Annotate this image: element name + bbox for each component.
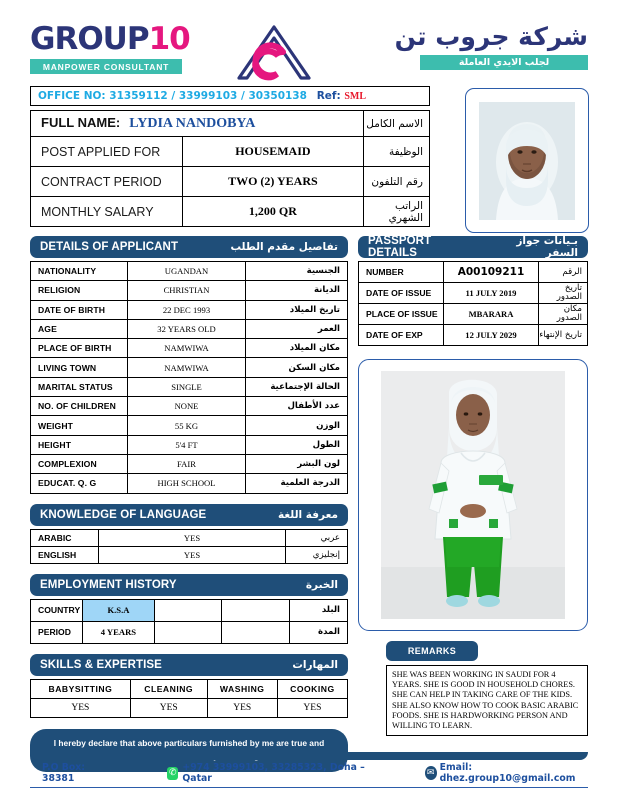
detail-value: SINGLE [128,377,246,396]
passport-section-arabic: بـيانات جواز السفر [516,235,578,259]
contract-value: TWO (2) YEARS [182,167,363,197]
employment-arabic: المدة [289,621,347,643]
remarks-badge: REMARKS [386,641,478,661]
full-photo-frame [358,359,588,631]
detail-label: HEIGHT [31,435,128,454]
detail-value: NAMWIWA [128,358,246,377]
arabic-tagline: لجلب الايدي العاملة [420,55,588,70]
detail-value: HIGH SCHOOL [128,474,246,493]
table-row [31,435,348,454]
detail-label: NATIONALITY [31,262,128,281]
logo-main-text: GROUP [30,21,149,57]
footer-email[interactable]: Email: dhez.group10@gmail.com [439,762,576,784]
detail-value: NAMWIWA [128,339,246,358]
details-section-header [30,236,348,258]
language-label: ENGLISH [31,546,99,563]
detail-arabic: الديانة [246,281,348,300]
language-label: ARABIC [31,529,99,546]
detail-arabic: عدد الأطفال [246,397,348,416]
table-row [31,546,348,563]
fullname-arabic: الاسم الكامل [364,111,430,137]
left-column [30,236,348,772]
language-section-arabic: معرفة اللغة [278,508,338,521]
applicant-photo-frame [465,88,589,233]
applicant-full-body-photo [381,371,565,619]
detail-arabic: الطول [246,435,348,454]
footer-po-box: P.O Box: 38381 [42,762,85,784]
table-row [31,358,348,377]
passport-label: DATE OF ISSUE [359,283,444,304]
logo-wordmark [30,22,210,56]
table-row [359,262,588,283]
language-table [30,529,348,564]
applicant-summary-table [30,110,430,227]
salary-label: MONTHLY SALARY [31,197,183,227]
passport-details-table [358,261,588,346]
language-arabic: عربي [286,529,348,546]
detail-label: EDUCAT. Q. G [31,474,128,493]
employment-section-header [30,574,348,596]
details-section-title: DETAILS OF APPLICANT [40,241,179,253]
declaration-banner: I hereby declare that above particulars furnished by me are true and [30,729,348,772]
employment-period-value: 4 YEARS [82,621,154,643]
details-of-applicant-table [30,261,348,494]
passport-label: PLACE OF ISSUE [359,304,444,325]
detail-arabic: لون البشر [246,454,348,473]
company-logo [30,22,210,74]
detail-label: NO. OF CHILDREN [31,397,128,416]
footer-divider [30,787,588,788]
passport-arabic: تاريخ الإنتهاء [539,325,588,346]
table-row [31,167,430,197]
logo-accent-text: 10 [148,21,190,57]
reference-code [317,90,366,102]
table-row [31,621,348,643]
detail-label: COMPLEXION [31,454,128,473]
skill-header: CLEANING [130,679,207,698]
skill-value: YES [207,698,277,717]
table-row [31,416,348,435]
fullname-label: FULL NAME: [41,115,121,130]
detail-arabic: تاريخ الميلاد [246,300,348,319]
detail-label: AGE [31,319,128,338]
skill-value: YES [31,698,131,717]
detail-arabic: الحالة الإجتماعية [246,377,348,396]
table-row [31,698,348,717]
employment-label: COUNTRY [31,599,83,621]
fullname-value: LYDIA NANDOBYA [129,116,256,131]
table-row [359,283,588,304]
office-number-bar [30,86,430,106]
skill-header: WASHING [207,679,277,698]
post-label: POST APPLIED FOR [31,137,183,167]
table-row [31,599,348,621]
detail-label: RELIGION [31,281,128,300]
passport-section-title: PASSPORT DETAILS [368,235,432,259]
detail-arabic: الدرجة العلمية [246,474,348,493]
passport-issue-place-value: MBARARA [444,304,539,325]
skills-section-arabic: المهارات [292,658,338,671]
skill-value: YES [130,698,207,717]
table-row [31,262,348,281]
detail-value: 22 DEC 1993 [128,300,246,319]
salary-arabic: الراتب الشهري [364,197,430,227]
detail-value: CHRISTIAN [128,281,246,300]
language-value: YES [99,529,286,546]
table-row [359,325,588,346]
detail-arabic: الوزن [246,416,348,435]
footer-phone: +974 33999103, 33285323, Doha – Qatar [182,762,365,784]
detail-value: FAIR [128,454,246,473]
passport-number-value: A00109211 [444,262,539,283]
ref-value: SML [344,91,366,102]
document-header [30,22,588,84]
table-row [359,304,588,325]
passport-arabic: الرقم [539,262,588,283]
table-row [31,339,348,358]
skill-value: YES [277,698,347,717]
employment-blank-cell [155,621,222,643]
salary-value: 1,200 QR [182,197,363,227]
contract-label: CONTRACT PERIOD [31,167,183,197]
applicant-passport-photo [479,102,575,220]
table-row [31,474,348,493]
table-row [31,281,348,300]
table-row [31,197,430,227]
language-arabic: إنجليزي [286,546,348,563]
table-row [31,454,348,473]
right-column [358,236,588,736]
whatsapp-icon: ✆ [169,768,177,778]
detail-label: MARITAL STATUS [31,377,128,396]
detail-arabic: مكان السكن [246,358,348,377]
skill-header: BABYSITTING [31,679,131,698]
language-value: YES [99,546,286,563]
table-row-fullname [31,111,430,137]
fullname-cell [31,111,364,137]
table-row [31,300,348,319]
post-value: HOUSEMAID [182,137,363,167]
contract-arabic: رقم التلفون [364,167,430,197]
detail-label: DATE OF BIRTH [31,300,128,319]
droplet-swirl-logo-icon [231,22,317,84]
employment-section-title: EMPLOYMENT HISTORY [40,578,177,591]
skills-table [30,679,348,718]
detail-label: LIVING TOWN [31,358,128,377]
table-row [31,529,348,546]
employment-country-value: K.S.A [82,599,154,621]
language-section-header [30,504,348,526]
passport-arabic: تاريخ الصدور [539,283,588,304]
passport-label: DATE OF EXP [359,325,444,346]
detail-value: 5'4 FT [128,435,246,454]
detail-label: WEIGHT [31,416,128,435]
employment-blank-cell [155,599,222,621]
ref-label: Ref: [316,90,341,102]
detail-value: UGANDAN [128,262,246,281]
detail-arabic: العمر [246,319,348,338]
employment-section-arabic: الخبرة [305,578,338,591]
remarks-text: SHE WAS BEEN WORKING IN SAUDI FOR 4 YEARS. SHE IS GOOD IN HOUSEHOLD CHORES. SHE CAN HELP IN TAKING CARE OF THE KIDS. SHE ALSO KNOW HOW TO COOK BASIC ARABIC FOODS. SHE IS HARDWORKING PERSON AND WILLING TO LEARN. [386,665,588,736]
employment-section [30,574,348,644]
employment-blank-cell [222,621,289,643]
passport-expiry-value: 12 JULY 2029 [444,325,539,346]
employment-label: PERIOD [31,621,83,643]
detail-value: 55 KG [128,416,246,435]
skills-section [30,654,348,718]
email-icon: ✉ [425,766,437,780]
skills-section-title: SKILLS & EXPERTISE [40,658,162,671]
arabic-company-block [338,22,588,70]
footer-email-block[interactable] [425,762,588,784]
table-row-header [31,679,348,698]
office-number: OFFICE NO: 31359112 / 33999103 / 30350138 [38,90,307,102]
table-row [31,377,348,396]
language-section-title: KNOWLEDGE OF LANGUAGE [40,508,207,521]
employment-history-table [30,599,348,644]
passport-section-header [358,236,588,258]
detail-value: NONE [128,397,246,416]
detail-value: 32 YEARS OLD [128,319,246,338]
table-row [31,397,348,416]
remarks-section [358,641,588,736]
footer-phone-block [167,762,368,784]
passport-label: NUMBER [359,262,444,283]
employment-blank-cell [222,599,289,621]
arabic-company-name: شركة جروب تن [394,22,588,51]
table-row [31,137,430,167]
detail-arabic: الجنسية [246,262,348,281]
employment-arabic: البلد [289,599,347,621]
table-row [31,319,348,338]
footer-contact-row [30,763,588,783]
logo-tagline: MANPOWER CONSULTANT [30,59,182,74]
detail-label: PLACE OF BIRTH [31,339,128,358]
footer-accent-bar [30,752,588,760]
detail-arabic: مكان الميلاد [246,339,348,358]
skills-section-header [30,654,348,676]
passport-issue-date-value: 11 JULY 2019 [444,283,539,304]
post-arabic: الوظيفة [364,137,430,167]
details-section-arabic: تفاصيل مقدم الطلب [230,241,338,253]
passport-arabic: مكان الصدور [539,304,588,325]
skill-header: COOKING [277,679,347,698]
language-section [30,504,348,564]
